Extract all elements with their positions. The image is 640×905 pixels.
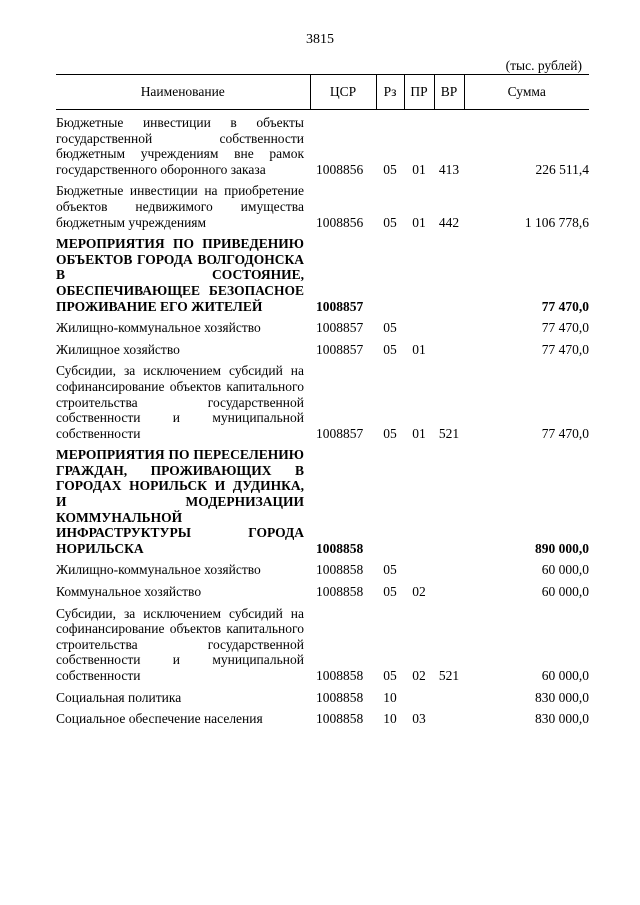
cell-sum: 830 000,0 — [535, 689, 589, 705]
cell-vr — [434, 705, 464, 727]
table-row — [56, 684, 589, 706]
cell-rz: 05 — [383, 425, 397, 441]
cell-csr: 1008856 — [316, 161, 364, 177]
cell-rz: 10 — [383, 711, 397, 727]
cell-vr: 521 — [438, 425, 460, 441]
cell-sum: 830 000,0 — [535, 711, 589, 727]
cell-vr — [434, 684, 464, 706]
cell-csr: 1008857 — [316, 341, 364, 357]
cell-vr: 442 — [438, 214, 460, 230]
cell-name: МЕРОПРИЯТИЯ ПО ПЕРЕСЕЛЕНИЮ ГРАЖДАН, ПРОЖИВАЮЩИХ В ГОРОДАХ НОРИЛЬСК И ДУДИНКА, И МОДЕРНИЗАЦИИ КОММУНАЛЬНОЙ ИНФРАСТРУКТУРЫ ГОРОДА НОРИЛЬСКА — [56, 447, 304, 556]
column-header-rz: Рз — [376, 75, 404, 110]
cell-csr: 1008858 — [316, 711, 364, 727]
cell-vr — [434, 314, 464, 336]
cell-sum: 60 000,0 — [541, 584, 589, 600]
cell-name: Социальная политика — [56, 689, 182, 705]
cell-rz — [376, 230, 404, 314]
cell-sum: 1 106 778,6 — [524, 214, 589, 230]
cell-pr — [404, 314, 434, 336]
cell-rz: 05 — [383, 562, 397, 578]
table-row — [56, 177, 589, 230]
cell-sum: 77 470,0 — [541, 320, 589, 336]
cell-rz: 05 — [383, 584, 397, 600]
table-row — [56, 230, 589, 314]
cell-rz: 10 — [383, 689, 397, 705]
table-row — [56, 110, 589, 178]
cell-csr: 1008857 — [316, 298, 364, 314]
cell-csr: 1008858 — [316, 668, 364, 683]
cell-pr: 01 — [412, 425, 426, 441]
table-row — [56, 336, 589, 358]
table-row — [56, 314, 589, 336]
table-header-row — [56, 75, 589, 110]
table-row — [56, 357, 589, 441]
cell-name: Жилищное хозяйство — [56, 341, 180, 357]
cell-pr: 01 — [412, 214, 426, 230]
cell-csr: 1008858 — [316, 540, 364, 556]
table-row — [56, 441, 589, 556]
cell-rz: 05 — [383, 341, 397, 357]
cell-pr — [404, 556, 434, 578]
column-header-csr: ЦСР — [310, 75, 376, 110]
cell-name: Социальное обеспечение населения — [56, 711, 263, 727]
cell-name: Жилищно-коммунальное хозяйство — [56, 562, 261, 578]
cell-sum: 890 000,0 — [535, 540, 589, 556]
cell-rz: 05 — [383, 320, 397, 336]
cell-vr — [434, 556, 464, 578]
cell-vr — [434, 441, 464, 556]
column-header-pr: ПР — [404, 75, 434, 110]
cell-name: Бюджетные инвестиции в объекты государственной собственности бюджетным учреждениям вне рамок государственного оборонного заказа — [56, 115, 304, 177]
cell-name: Коммунальное хозяйство — [56, 584, 202, 600]
column-header-vr: ВР — [434, 75, 464, 110]
cell-csr: 1008858 — [316, 689, 364, 705]
cell-csr: 1008857 — [316, 320, 364, 336]
cell-pr: 02 — [412, 584, 426, 600]
cell-vr: 521 — [438, 668, 460, 683]
cell-pr: 03 — [412, 711, 426, 727]
cell-sum: 77 470,0 — [541, 298, 589, 314]
table-row — [56, 578, 589, 600]
cell-csr: 1008858 — [316, 562, 364, 578]
cell-sum: 77 470,0 — [541, 341, 589, 357]
cell-csr: 1008858 — [316, 584, 364, 600]
column-header-name: Наименование — [56, 75, 310, 110]
cell-vr — [434, 230, 464, 314]
cell-rz — [376, 441, 404, 556]
cell-rz: 05 — [383, 668, 397, 683]
cell-pr — [404, 230, 434, 314]
cell-vr — [434, 336, 464, 358]
cell-pr — [404, 441, 434, 556]
cell-csr: 1008857 — [316, 425, 364, 441]
cell-pr — [404, 684, 434, 706]
cell-pr: 01 — [412, 341, 426, 357]
page-number: 3815 — [306, 32, 334, 47]
cell-csr: 1008856 — [316, 214, 364, 230]
table-row — [56, 705, 589, 727]
units-label: (тыс. рублей) — [505, 58, 582, 73]
cell-pr: 02 — [412, 668, 426, 683]
budget-table — [56, 74, 589, 727]
cell-name: Субсидии, за исключением субсидий на софинансирование объектов капитального строительства государственной собственности и муниципальной собственности — [56, 605, 304, 683]
table-row — [56, 600, 589, 684]
cell-rz: 05 — [383, 161, 397, 177]
cell-name: МЕРОПРИЯТИЯ ПО ПРИВЕДЕНИЮ ОБЪЕКТОВ ГОРОДА ВОЛГОДОНСКА В СОСТОЯНИЕ, ОБЕСПЕЧИВАЮЩЕЕ БЕЗОПАСНОЕ ПРОЖИВАНИЕ ЕГО ЖИТЕЛЕЙ — [56, 236, 304, 314]
cell-name: Субсидии, за исключением субсидий на софинансирование объектов капитального строительства государственной собственности и муниципальной собственности — [56, 363, 304, 441]
cell-name: Бюджетные инвестиции на приобретение объектов недвижимого имущества бюджетным учреждениям — [56, 183, 304, 230]
cell-sum: 77 470,0 — [541, 425, 589, 441]
cell-pr: 01 — [412, 161, 426, 177]
column-header-sum: Сумма — [464, 75, 589, 110]
cell-name: Жилищно-коммунальное хозяйство — [56, 320, 261, 336]
cell-vr — [434, 578, 464, 600]
cell-sum: 226 511,4 — [535, 161, 589, 177]
cell-sum: 60 000,0 — [541, 562, 589, 578]
cell-sum: 60 000,0 — [541, 668, 589, 683]
cell-rz: 05 — [383, 214, 397, 230]
cell-vr: 413 — [438, 161, 460, 177]
table-body — [56, 110, 589, 727]
table-row — [56, 556, 589, 578]
